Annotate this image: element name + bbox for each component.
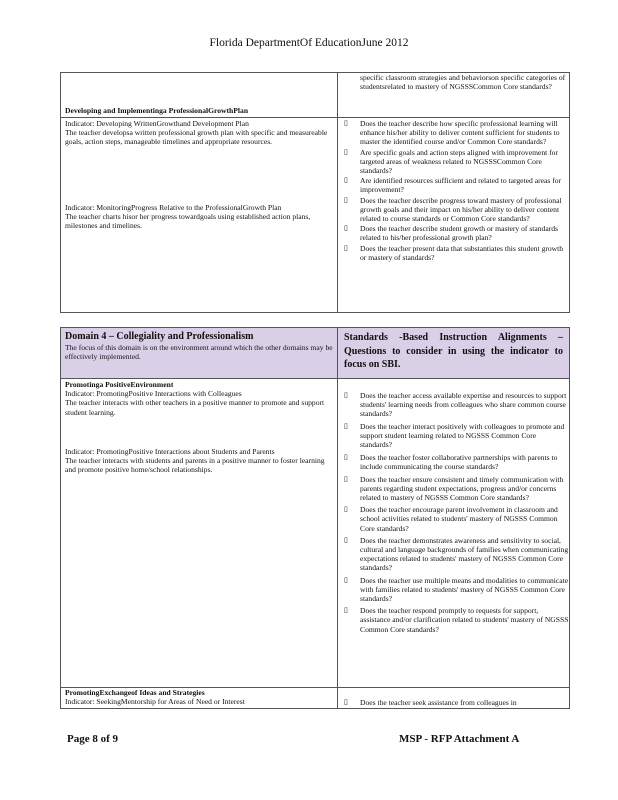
checkbox-bullet-icon: ▯ (344, 606, 348, 615)
indicator-mentorship-title: Indicator: SeekingMentorship for Areas of Need or Interest (65, 697, 245, 707)
checkbox-bullet-icon: ▯ (344, 453, 348, 462)
list-item: ▯ Does the teacher respond promptly to requests for support, assistance and/or clarification related to students' mastery of NGSSS Common Core standards? (344, 606, 569, 634)
indicator-written-plan-text: The teacher developsa written professional growth plan with specific and measureable goals, action steps, manageable timelines and appropriate resources. (65, 128, 328, 147)
list-item: ▯ Does the teacher describe student growth or mastery of standards related to his/her professional growth plan? (344, 224, 559, 243)
standards-title-cell (338, 328, 570, 379)
positive-environment-questions-cell (338, 379, 570, 688)
indicator-monitoring-title: Indicator: MonitoringProgress Relative to the ProfessionalGrowth Plan (65, 202, 282, 212)
indicator-written-plan-title: Indicator: Developing WrittenGrowthand Development Plan (65, 119, 249, 128)
list-item: ▯ Does the teacher describe how specific professional learning will enhance his/her ability to deliver content sufficient for students to master the identified course and/or Common Core standards? (344, 119, 560, 147)
domain-description: The focus of this domain is on the environment around which the other domains may be effectively implemented. (65, 343, 333, 362)
indicator-colleagues-text: The teacher interacts with other teachers in a positive manner to promote and support student learning. (65, 398, 325, 417)
list-item: ▯ Does the teacher ensure consistent and timely communication with parents regarding student expectations, progress and/or concerns related to mastery of NGSSS Common Core standards? (344, 474, 564, 503)
checkbox-bullet-icon: ▯ (344, 195, 348, 204)
indicator-colleagues-title: Indicator: PromotingPositive Interactions with Colleagues (65, 389, 242, 399)
checkbox-bullet-icon: ▯ (344, 147, 348, 156)
section-heading-exchange-ideas: PromotingExchangeof Ideas and Strategies (65, 688, 205, 697)
list-item: ▯ Are identified resources sufficient and related to targeted areas for improvement? (344, 176, 562, 195)
checkbox-bullet-icon: ▯ (344, 474, 348, 483)
checkbox-bullet-icon: ▯ (344, 535, 348, 544)
growth-plan-table (60, 72, 570, 313)
domain-title: Domain 4 – Collegiality and Professionalism (65, 331, 254, 342)
domain-4-table (60, 327, 570, 709)
list-item: ▯ Does the teacher access available expertise and resources to support students' learning needs from colleagues who share common course standards? (344, 391, 567, 419)
checkbox-bullet-icon: ▯ (344, 391, 348, 399)
list-item: ▯ Does the teacher encourage parent involvement in classroom and school activities related to students' mastery of NGSSS Common Core standards? (344, 505, 558, 533)
domain-title-cell (61, 328, 338, 379)
list-item: ▯ Does the teacher use multiple means and modalities to communicate with families related to students' mastery of NGSSS Common Core standards? (344, 575, 569, 604)
exchange-ideas-cell (61, 688, 338, 709)
checkbox-bullet-icon: ▯ (344, 224, 348, 233)
list-item: ▯ Does the teacher describe progress toward mastery of professional growth goals and their impact on his/her ability to deliver content related to course standards or Common Core standards? (344, 195, 562, 224)
attachment-label: MSP - RFP Attachment A (399, 733, 520, 745)
indicator-students-parents-text: The teacher interacts with students and parents in a positive manner to foster learning and promote positive home/school relationships. (65, 456, 325, 475)
page-header: Florida DepartmentOf EducationJune 2012 (209, 37, 409, 49)
checkbox-bullet-icon: ▯ (344, 575, 348, 584)
continuation-text: specific classroom strategies and behaviorson specific categories of studentsrelated to mastery of NGSSSCommon Core standards? (360, 73, 566, 92)
checkbox-bullet-icon: ▯ (344, 421, 348, 430)
list-item: ▯ Does the teacher present data that substantiates this student growth or mastery of standards? (344, 243, 564, 262)
list-item: ▯ Does the teacher foster collaborative partnerships with parents to include communicating the course standards? (344, 453, 558, 472)
section-heading-positive-environment: Promotinga PositiveEnvironment (65, 380, 174, 389)
checkbox-bullet-icon: ▯ (344, 698, 348, 706)
checkbox-bullet-icon: ▯ (344, 176, 348, 185)
growth-plan-indicators-cell (61, 118, 338, 313)
list-item: ▯ Does the teacher interact positively with colleagues to promote and support student learning related to NGSSS Common Core standards? (344, 421, 565, 450)
exchange-ideas-questions-cell (338, 688, 570, 709)
indicator-students-parents-title: Indicator: PromotingPositive Interactions about Students and Parents (65, 446, 275, 456)
continuation-right-cell (338, 73, 570, 118)
indicator-monitoring-text: The teacher charts hisor her progress towardgoals using established action plans, milestones and timelines. (65, 211, 311, 231)
checkbox-bullet-icon: ▯ (344, 505, 348, 514)
growth-plan-questions-cell (338, 118, 570, 313)
checkbox-bullet-icon: ▯ (344, 243, 348, 252)
positive-environment-cell (61, 379, 338, 688)
continuation-left-cell (61, 73, 338, 118)
standards-title: Standards -Based Instruction Alignments – Questions to consider in using the indicator to focus on SBI. (344, 332, 563, 370)
list-item: ▯ Does the teacher demonstrates awareness and sensitivity to social, cultural and language backgrounds of families when communicating expectations related to students' mastery of NGSSS Common Core standards? (344, 535, 569, 573)
section-heading-growth-plan: Developing and Implementinga ProfessionalGrowthPlan (65, 106, 249, 115)
list-item: ▯ Does the teacher seek assistance from colleagues in (344, 698, 517, 707)
checkbox-bullet-icon: ▯ (344, 119, 348, 127)
page-number: Page 8 of 9 (67, 733, 119, 745)
list-item: ▯ Are specific goals and action steps aligned with improvement for targeted areas of weakness related to NGSSSCommon Core standards? (344, 147, 559, 176)
